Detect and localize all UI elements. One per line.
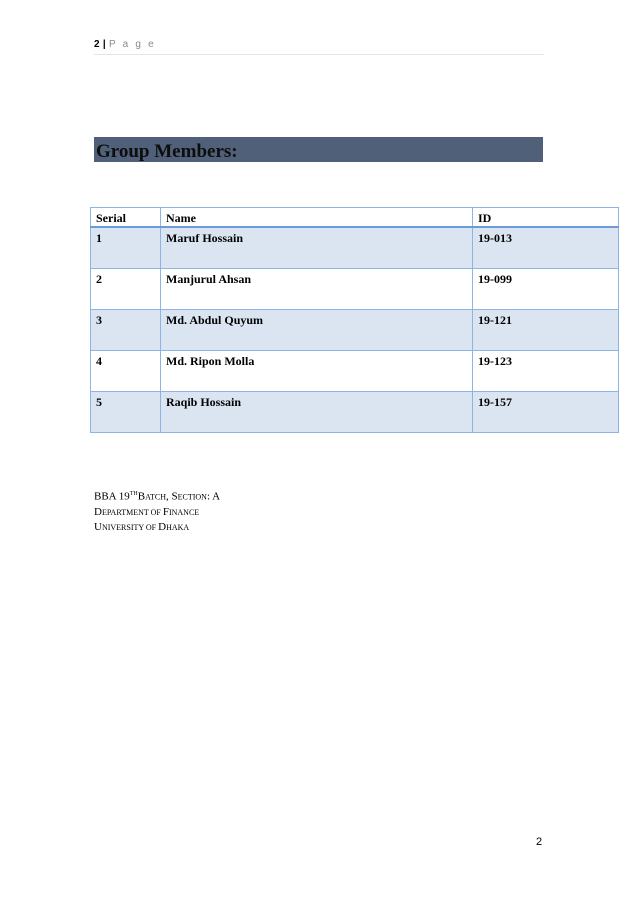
name-cell: Md. Ripon Molla bbox=[161, 351, 473, 392]
table-row bbox=[91, 310, 619, 351]
name-cell: Md. Abdul Quyum bbox=[161, 310, 473, 351]
header-separator: | bbox=[102, 39, 106, 50]
id-cell: 19-157 bbox=[473, 392, 619, 433]
university-line: UNIVERSITY OF DHAKA bbox=[94, 520, 190, 533]
id-cell: 19-099 bbox=[473, 269, 619, 310]
id-cell: 19-013 bbox=[473, 227, 619, 269]
batch-line: BBA 19THBATCH, SECTION: A bbox=[94, 490, 221, 503]
id-cell: 19-123 bbox=[473, 351, 619, 392]
id-cell: 19-121 bbox=[473, 310, 619, 351]
header-rule bbox=[94, 54, 544, 55]
header-page-word: P a g e bbox=[108, 39, 156, 50]
serial-cell: 3 bbox=[91, 310, 161, 351]
serial-cell: 5 bbox=[91, 392, 161, 433]
table-header-row bbox=[91, 208, 619, 228]
group-members-table bbox=[90, 207, 619, 433]
page-header bbox=[94, 39, 156, 50]
department-line: DEPARTMENT OF FINANCE bbox=[94, 505, 200, 518]
ordinal-suffix: TH bbox=[129, 491, 138, 497]
serial-cell: 2 bbox=[91, 269, 161, 310]
header-page-number: 2 bbox=[94, 39, 100, 50]
table-row bbox=[91, 392, 619, 433]
table-row bbox=[91, 227, 619, 269]
batch-info bbox=[94, 487, 220, 535]
name-cell: Raqib Hossain bbox=[161, 392, 473, 433]
column-header-name: Name bbox=[161, 208, 473, 228]
column-header-id: ID bbox=[473, 208, 619, 228]
name-cell: Maruf Hossain bbox=[161, 227, 473, 269]
table-row bbox=[91, 351, 619, 392]
page-number: 2 bbox=[536, 836, 543, 848]
name-cell: Manjurul Ahsan bbox=[161, 269, 473, 310]
section-heading: Group Members: bbox=[94, 137, 543, 162]
serial-cell: 1 bbox=[91, 227, 161, 269]
column-header-serial: Serial bbox=[91, 208, 161, 228]
table-row bbox=[91, 269, 619, 310]
serial-cell: 4 bbox=[91, 351, 161, 392]
